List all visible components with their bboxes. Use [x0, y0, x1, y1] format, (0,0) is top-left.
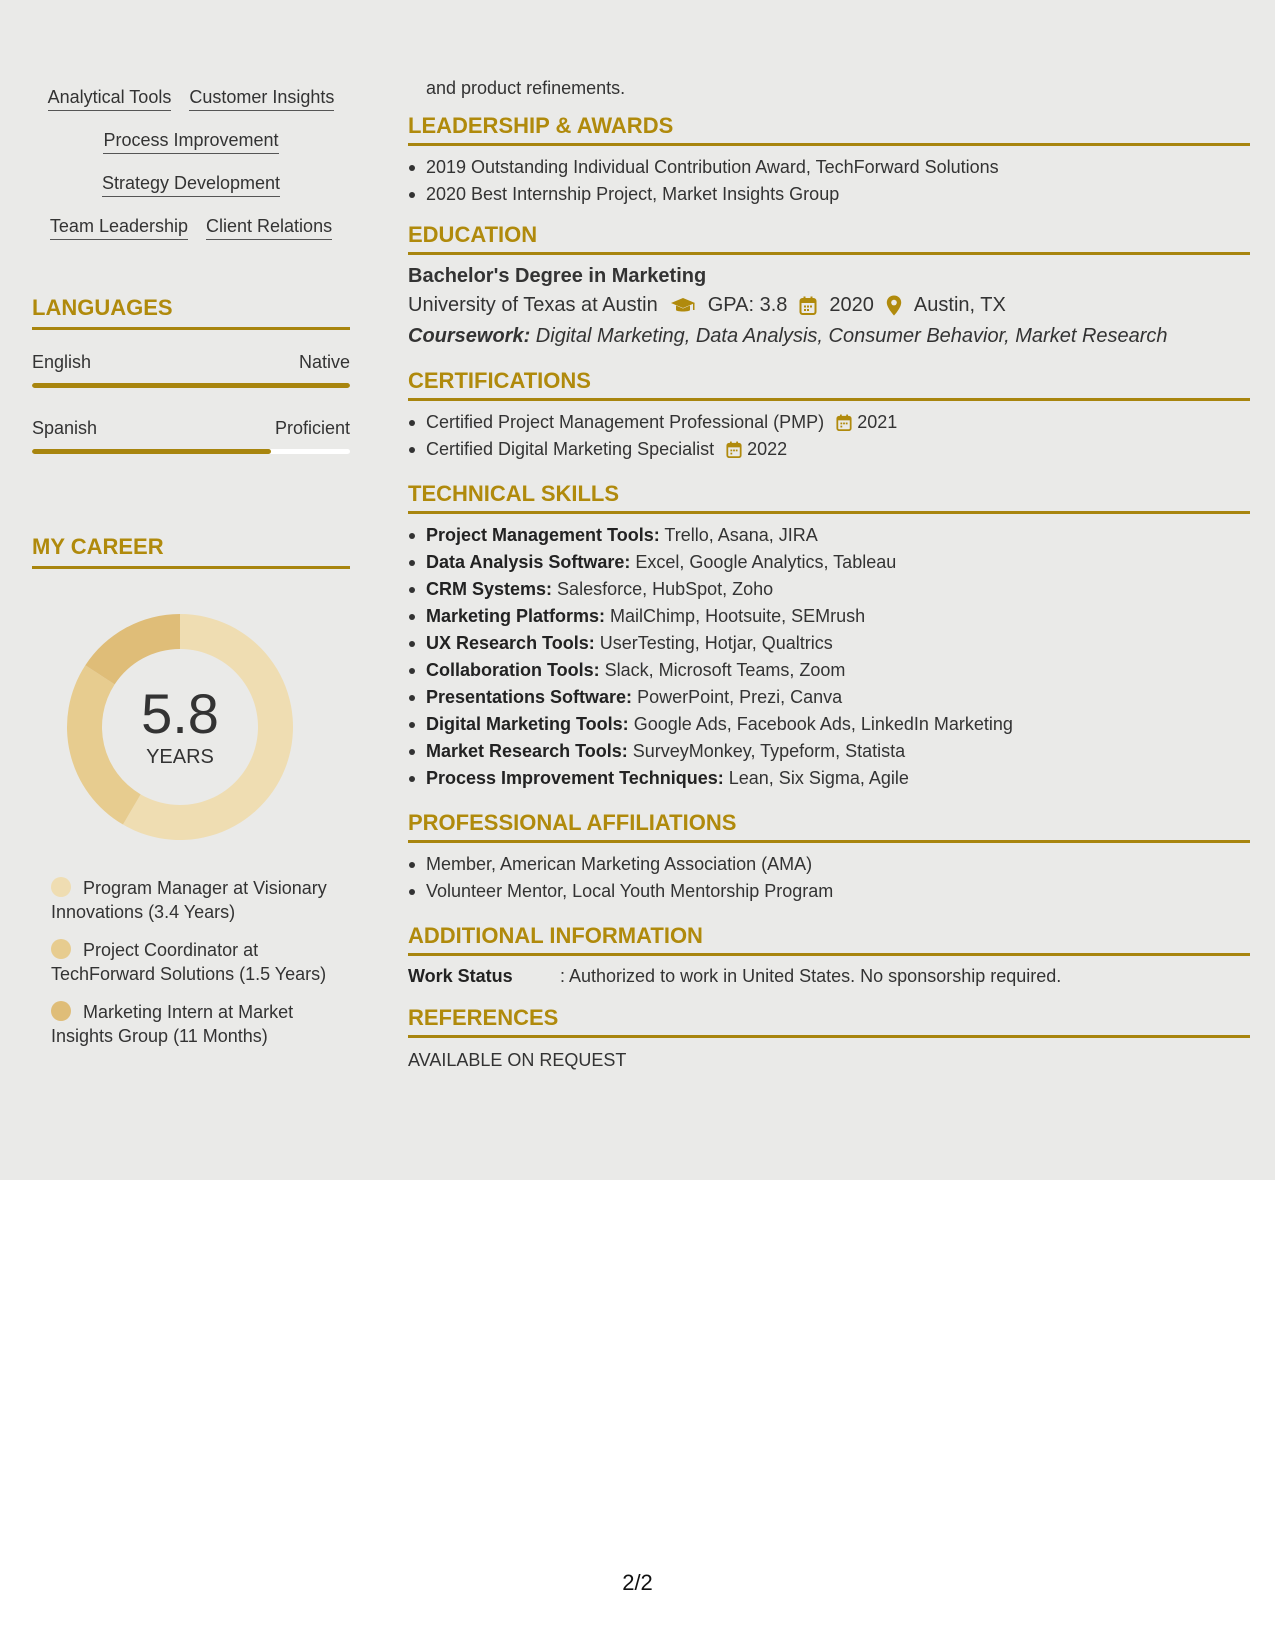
language-name: English — [32, 352, 92, 372]
additional-info-heading: ADDITIONAL INFORMATION — [408, 923, 1250, 956]
skill-category-value: PowerPoint, Prezi, Canva — [632, 687, 843, 707]
legend-dot — [51, 1001, 71, 1021]
legend-dot — [51, 939, 71, 959]
technical-skills-list — [408, 522, 1250, 792]
skill-category-label: Project Management Tools: — [426, 525, 660, 545]
coursework-label: Coursework: — [408, 325, 531, 347]
career-legend-item — [51, 876, 341, 924]
donut-slice — [85, 614, 180, 684]
certification-year: 2022 — [747, 439, 788, 459]
list-item — [408, 436, 1250, 463]
references-heading: REFERENCES — [408, 1005, 1250, 1038]
language-item — [32, 352, 350, 388]
list-item — [408, 603, 1250, 630]
career-legend-item — [51, 1000, 341, 1048]
calendar-icon — [836, 412, 852, 432]
page-number: 2/2 — [622, 1570, 653, 1595]
skills-tags — [32, 80, 350, 240]
skill-category-label: Market Research Tools: — [426, 741, 628, 761]
skill-tag: Client Relations — [206, 215, 332, 240]
intro-tail-text: and product refinements. — [426, 78, 626, 98]
calendar-icon — [726, 439, 742, 459]
skill-tag: Team Leadership — [50, 215, 188, 240]
school-location: Austin, TX — [913, 294, 1006, 316]
skill-category-value: Lean, Six Sigma, Agile — [723, 768, 909, 788]
list-item — [408, 522, 1250, 549]
list-item — [408, 549, 1250, 576]
list-item: Member, American Marketing Association (AMA) — [408, 851, 1250, 878]
donut-center — [67, 684, 293, 769]
degree-title: Bachelor's Degree in Marketing — [408, 265, 707, 287]
skill-category-value: SurveyMonkey, Typeform, Statista — [627, 741, 906, 761]
language-level: Native — [298, 352, 350, 372]
career-total-unit: YEARS — [146, 746, 214, 768]
list-item: Volunteer Mentor, Local Youth Mentorship Program — [408, 878, 1250, 905]
list-item — [408, 576, 1250, 603]
language-item — [32, 418, 350, 454]
gpa-value: GPA: 3.8 — [707, 294, 788, 316]
skill-tag: Process Improvement — [103, 129, 278, 154]
education-details — [408, 294, 1250, 317]
technical-skills-heading: TECHNICAL SKILLS — [408, 481, 1250, 514]
calendar-icon — [799, 294, 817, 317]
skill-category-label: Collaboration Tools: — [426, 660, 600, 680]
graduation-year: 2020 — [829, 294, 874, 316]
legend-dot — [51, 877, 71, 897]
skill-category-label: UX Research Tools: — [426, 633, 595, 653]
location-pin-icon — [886, 294, 902, 317]
skill-tag: Analytical Tools — [48, 86, 172, 111]
language-name: Spanish — [32, 418, 98, 438]
leadership-heading: LEADERSHIP & AWARDS — [408, 113, 1250, 146]
certification-year: 2021 — [857, 412, 898, 432]
language-level: Proficient — [274, 418, 350, 438]
skill-category-value: MailChimp, Hootsuite, SEMrush — [605, 606, 866, 626]
skill-category-value: Google Ads, Facebook Ads, LinkedIn Marketing — [628, 714, 1013, 734]
career-legend — [32, 876, 350, 1048]
skill-category-value: UserTesting, Hotjar, Qualtrics — [594, 633, 833, 653]
language-bar — [32, 449, 350, 454]
skill-tag: Customer Insights — [189, 86, 334, 111]
languages-heading: LANGUAGES — [32, 295, 350, 330]
legend-label: Project Coordinator at TechForward Solutions (1.5 Years) — [51, 940, 327, 984]
work-status-label: Work Status — [408, 966, 513, 986]
affiliations-heading: PROFESSIONAL AFFILIATIONS — [408, 810, 1250, 843]
language-bar-fill — [32, 449, 271, 454]
work-status-row — [408, 966, 1250, 987]
certification-name: Certified Digital Marketing Specialist — [426, 439, 715, 459]
education-heading: EDUCATION — [408, 222, 1250, 255]
list-item — [408, 738, 1250, 765]
certifications-heading: CERTIFICATIONS — [408, 368, 1250, 401]
leadership-list — [408, 154, 1250, 208]
skill-category-label: CRM Systems: — [426, 579, 553, 599]
left-column — [32, 80, 350, 1062]
career-donut-chart — [67, 614, 293, 840]
legend-label: Program Manager at Visionary Innovations (3.4 Years) — [51, 878, 327, 922]
references-text: AVAILABLE ON REQUEST — [408, 1050, 627, 1070]
skill-category-value: Excel, Google Analytics, Tableau — [630, 552, 897, 572]
skill-row — [32, 172, 350, 197]
graduation-cap-icon — [670, 294, 696, 317]
skill-tag: Strategy Development — [102, 172, 280, 197]
list-item — [408, 711, 1250, 738]
list-item — [408, 409, 1250, 436]
list-item — [408, 684, 1250, 711]
certifications-list — [408, 409, 1250, 463]
list-item — [408, 657, 1250, 684]
list-item — [408, 765, 1250, 792]
list-item — [408, 630, 1250, 657]
language-bar — [32, 383, 350, 388]
coursework — [408, 325, 1250, 348]
language-bar-fill — [32, 383, 350, 388]
skill-category-value: Slack, Microsoft Teams, Zoom — [599, 660, 846, 680]
skill-category-label: Marketing Platforms: — [426, 606, 606, 626]
list-item: 2020 Best Internship Project, Market Insights Group — [408, 181, 1250, 208]
affiliations-list — [408, 851, 1250, 905]
right-column — [408, 78, 1250, 1071]
skill-category-label: Process Improvement Techniques: — [426, 768, 724, 788]
skill-category-label: Presentations Software: — [426, 687, 633, 707]
legend-label: Marketing Intern at Market Insights Group (11 Months) — [51, 1002, 294, 1046]
career-total-value: 5.8 — [141, 682, 219, 745]
skill-category-label: Data Analysis Software: — [426, 552, 631, 572]
work-status-value: : Authorized to work in United States. No sponsorship required. — [560, 966, 1062, 986]
career-heading: MY CAREER — [32, 534, 350, 569]
skill-category-label: Digital Marketing Tools: — [426, 714, 629, 734]
career-legend-item — [51, 938, 341, 986]
certification-name: Certified Project Management Professional (PMP) — [426, 412, 825, 432]
skill-category-value: Trello, Asana, JIRA — [659, 525, 818, 545]
coursework-list: Digital Marketing, Data Analysis, Consumer Behavior, Market Research — [530, 325, 1168, 347]
list-item: 2019 Outstanding Individual Contribution Award, TechForward Solutions — [408, 154, 1250, 181]
skill-row — [32, 129, 350, 154]
school-name: University of Texas at Austin — [408, 294, 658, 316]
skill-category-value: Salesforce, HubSpot, Zoho — [552, 579, 774, 599]
